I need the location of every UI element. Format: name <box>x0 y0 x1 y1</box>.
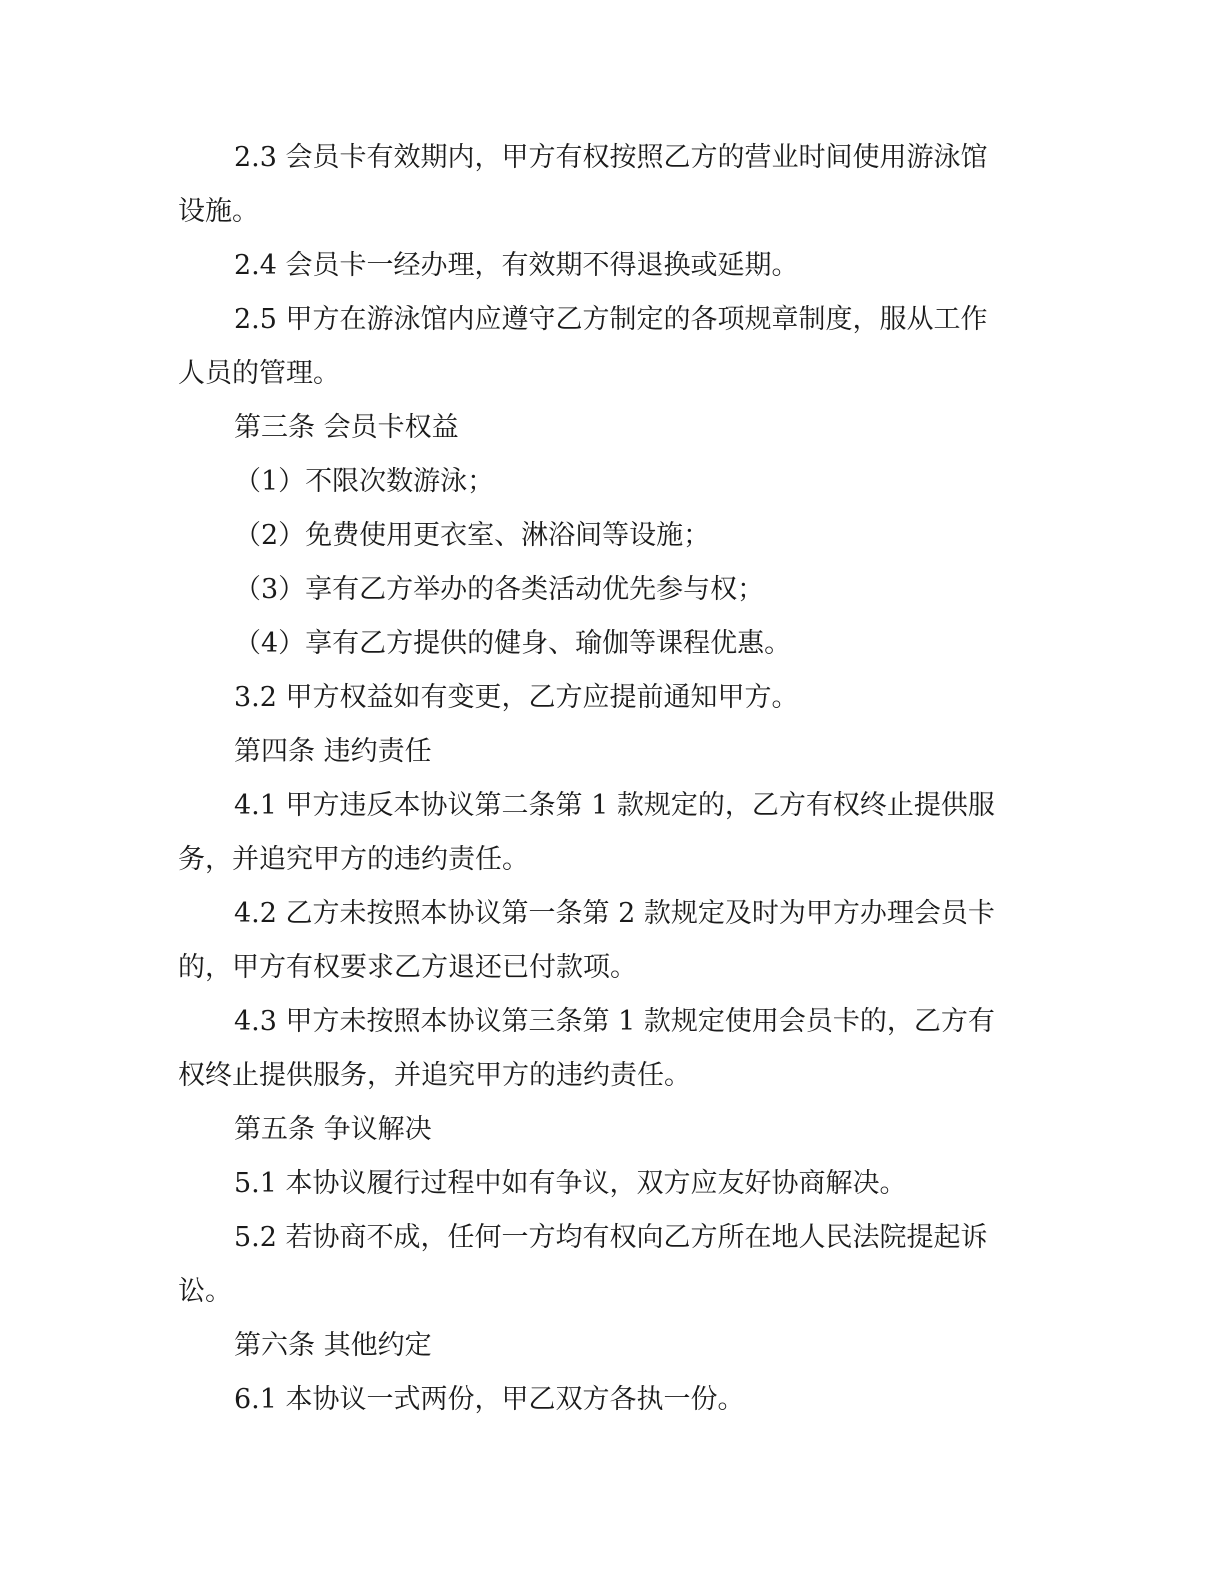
benefit-item-4: （4）享有乙方提供的健身、瑜伽等课程优惠。 <box>234 628 792 659</box>
clause-2-5: 2.5 甲方在游泳馆内应遵守乙方制定的各项规章制度，服从工作人员的管理。 <box>178 304 988 389</box>
article-5-heading: 第五条 争议解决 <box>234 1114 432 1145</box>
article-4-heading: 第四条 违约责任 <box>234 736 432 767</box>
clause-4-2: 4.2 乙方未按照本协议第一条第 2 款规定及时为甲方办理会员卡的，甲方有权要求乙方退还已付款项。 <box>178 898 995 983</box>
clause-2-4: 2.4 会员卡一经办理，有效期不得退换或延期。 <box>234 250 799 281</box>
benefit-item-2: （2）免费使用更衣室、淋浴间等设施； <box>234 520 711 551</box>
clause-5-1: 5.1 本协议履行过程中如有争议，双方应友好协商解决。 <box>234 1168 907 1199</box>
clause-2-3: 2.3 会员卡有效期内，甲方有权按照乙方的营业时间使用游泳馆设施。 <box>178 142 988 227</box>
clause-5-2: 5.2 若协商不成，任何一方均有权向乙方所在地人民法院提起诉讼。 <box>178 1222 988 1307</box>
clause-6-1: 6.1 本协议一式两份，甲乙双方各执一份。 <box>234 1384 745 1415</box>
benefit-item-3: （3）享有乙方举办的各类活动优先参与权； <box>234 574 765 605</box>
article-6-heading: 第六条 其他约定 <box>234 1330 432 1361</box>
document-body <box>178 131 1014 1427</box>
benefit-item-1: （1）不限次数游泳； <box>234 466 495 497</box>
article-3-heading: 第三条 会员卡权益 <box>234 412 459 443</box>
clause-4-1: 4.1 甲方违反本协议第二条第 1 款规定的，乙方有权终止提供服务，并追究甲方的违约责任。 <box>178 790 995 875</box>
clause-4-3: 4.3 甲方未按照本协议第三条第 1 款规定使用会员卡的，乙方有权终止提供服务，并追究甲方的违约责任。 <box>178 1006 995 1091</box>
clause-3-2: 3.2 甲方权益如有变更，乙方应提前通知甲方。 <box>234 682 799 713</box>
